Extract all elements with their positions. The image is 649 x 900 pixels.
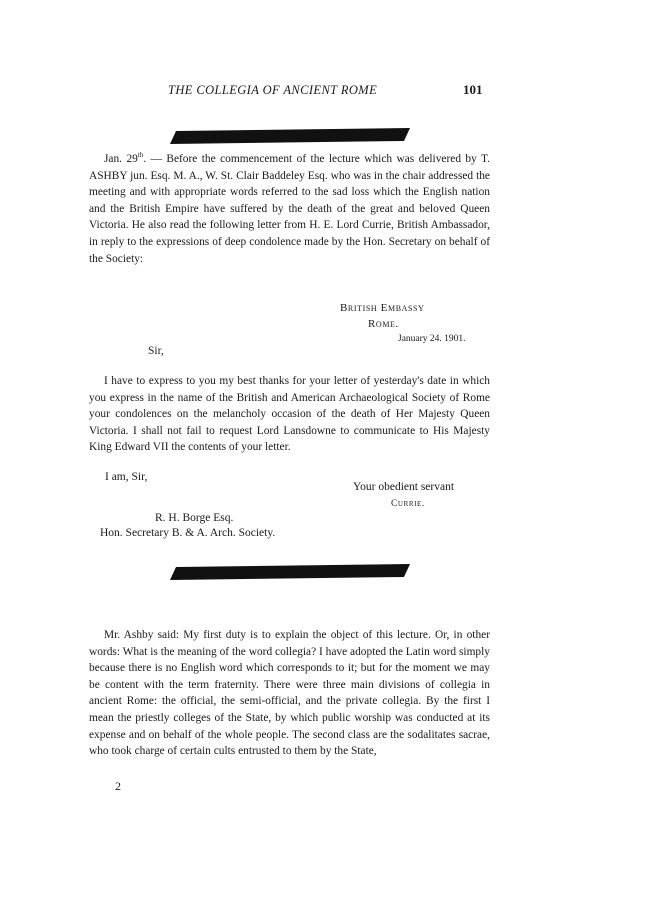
minutes-date-superscript: th [137, 151, 144, 160]
letter-recipient-title: Hon. Secretary B. & A. Arch. Society. [100, 527, 276, 539]
letter-signoff: Your obedient servant [353, 481, 455, 493]
minutes-paragraph [89, 151, 490, 267]
letter-signature: Currie. [391, 499, 425, 509]
letter-address-line-1: British Embassy [340, 302, 425, 314]
signature-mark: 2 [115, 779, 121, 793]
letter-date: January 24. 1901. [398, 334, 466, 344]
letter-salutation: Sir, [148, 345, 164, 357]
lecture-paragraph: Mr. Ashby said: My first duty is to explain the object of this lecture. Or, in other words: What is the meaning of the word collegia? I have adopted the Latin word simply because there is no English word which corresponds to it; but for the moment we may be content with the term fraternity. There were three main divisions of collegia in ancient Rome: the official, the semi-official, and the private collegia. By the first I mean the priestly colleges of the State, by which public worship was conducted at its expense and on behalf of the whole people. The second class are the sodalitates sacrae, who took charge of certain cults entrusted to them by the State, [89, 629, 490, 758]
running-title: THE COLLEGIA OF ANCIENT ROME [168, 83, 378, 97]
letter-recipient-name: R. H. Borge Esq. [155, 512, 234, 524]
middle-ornamental-rule [170, 564, 410, 580]
minutes-date: Jan. 29 [104, 153, 138, 165]
letter-closing: I am, Sir, [105, 471, 148, 483]
top-ornamental-rule [170, 128, 410, 144]
minutes-text: . — Before the commencement of the lecture which was delivered by T. ASHBY jun. Esq. M. A., W. St. Clair Baddeley Esq. who was in the chair addressed the meeting and with appropriate words referred to the sad loss which the English nation and the British Empire have suffered by the death of the great and beloved Queen Victoria. He also read the following letter from H. E. Lord Currie, British Ambassador, in reply to the expressions of deep condolence made by the Hon. Secretary on behalf of the Society: [89, 153, 490, 265]
page-number: 101 [463, 82, 483, 97]
letter-body: I have to express to you my best thanks for your letter of yesterday's date in which you express in the name of the British and American Archaeological Society of Rome your condolences on the melancholy occasion of the death of Her Majesty Queen Victoria. I shall not fail to request Lord Lansdowne to communicate to His Majesty King Edward VII the contents of your letter. [89, 375, 490, 454]
letter-address-line-2: Rome. [368, 318, 399, 330]
